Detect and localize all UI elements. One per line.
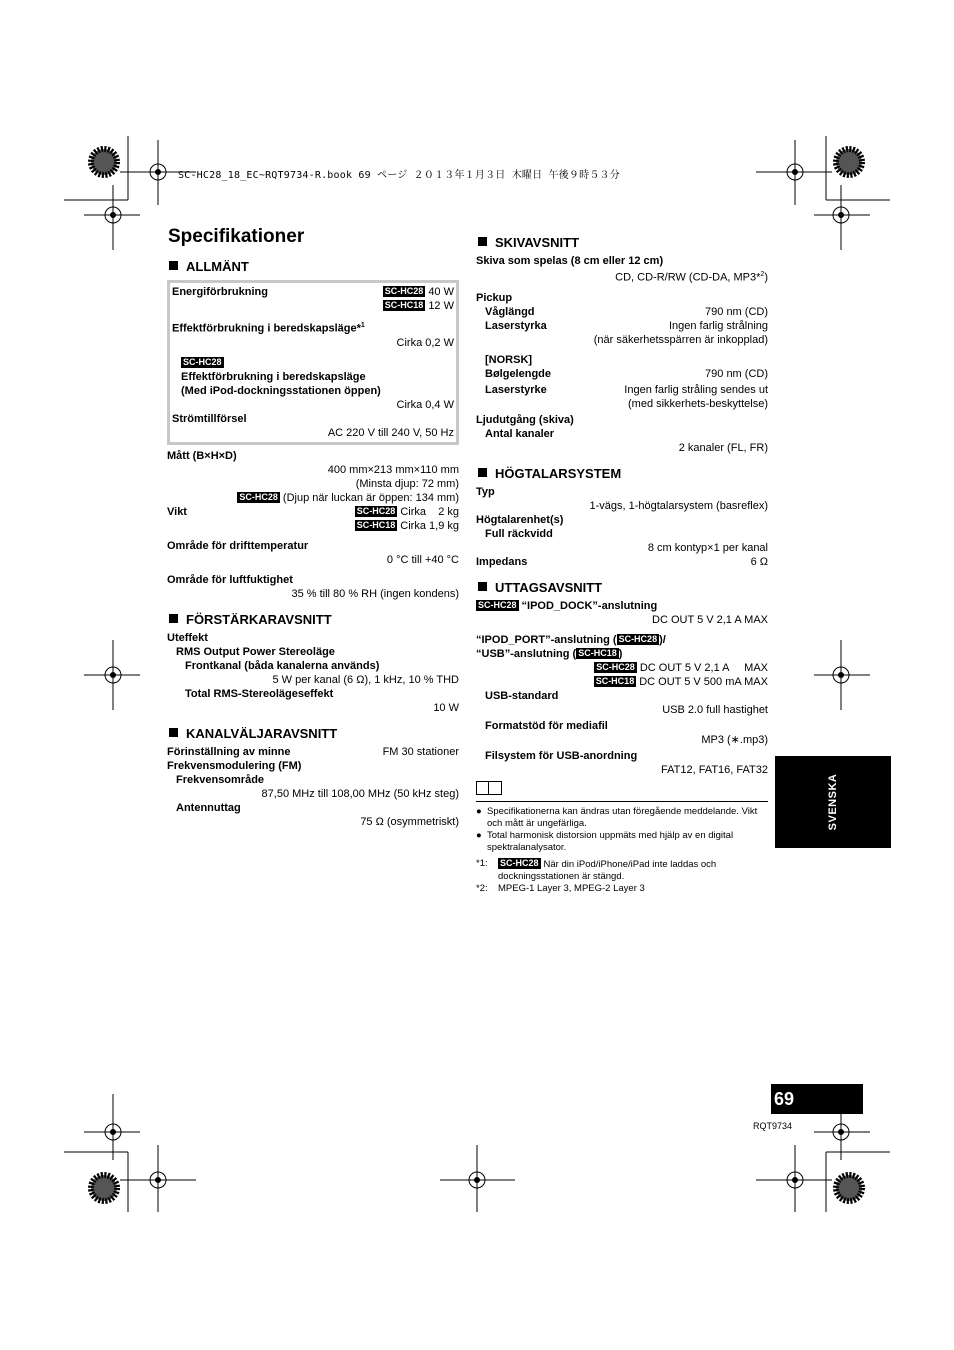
square-bullet-icon: [169, 614, 178, 623]
power-box: Energiförbrukning SC-HC28 40 W SC-HC18 12 W Effektförbrukning i beredskapsläge*$^1$ Cirka 0,2 W SC-HC28 Effektförbrukning i beredskapsläge (Med iPod-dockningsstationen öppen) Cirka 0,4 W Strömtillförsel AC 220 V till 240 V, 50 Hz: [167, 280, 459, 445]
model-badge: SC-HC28: [500, 857, 539, 868]
section-forstarkar: FÖRSTÄRKARAVSNITT: [167, 611, 459, 629]
note-book-icon: [476, 781, 502, 795]
section-kanalvaljar: KANALVÄLJARAVSNITT: [167, 725, 459, 743]
square-bullet-icon: [478, 237, 487, 246]
model-badge: SC-HC28: [384, 286, 424, 296]
model-badge: SC-HC28: [239, 491, 278, 502]
model-badge: SC-HC28: [356, 505, 396, 516]
right-column: SKIVAVSNITT Skiva som spelas (8 cm eller 12 cm) CD, CD-R/RW (CD-DA, MP3*$^2$) Pickup Våglängd 790 nm (CD) Laserstyrka Ingen farlig strålning (när säkerhetsspärren är inkopplad) [NORSK] Bølgelengde 790 nm (CD) Laserstyrke Ingen farlig stråling sendes ut (med sikkerhets-beskyttelse) Ljudutgång (skiva) Antal kanaler 2 kanaler (FL, FR) HÖGTALARSYSTEM Typ 1-vägs, 1-högtalarsystem (basreflex) Högtalarenhet(s) Full räckvidd 8 cm kontyp×1 per kanal Impedans 6 Ω UTTAGSAVSNITT SC-HC28 “IPOD_DOCK”-anslutning DC OUT 5 V 2,1 A MAX “IPOD_PORT”-anslutning ( SC-HC28 )/ “USB”-anslutning ( SC-HC18 ) SC-HC28 DC OUT 5 V 2,1 A MAX SC-HC18 DC OUT 5 V 500 mA MAX USB-standard USB 2.0 full hastighet Formatstöd för mediafil MP3 (∗.mp3) Filsystem för USB-anordning FAT12, FAT16, FAT32 ● Specifikationerna kan ändras utan föregående meddelande. Vikt och mått är ungefärliga. ● Total harmonisk distorsion uppmäts med hjälp av en digital spektralanalysator. *1: SC-HC28 När din iPod/iPhone/iPad inte laddas och dockningsstationen är stängd. *2: MPEG-1 Layer 3, MPEG-2 Layer 3: [476, 235, 768, 894]
footnote-1: *1: SC-HC28 När din iPod/iPhone/iPad inte laddas och dockningsstationen är stängd.: [476, 857, 717, 882]
model-badge: SC-HC28: [478, 599, 517, 610]
language-tab: SVENSKA: [775, 756, 891, 848]
section-allmant: ALLMÄNT: [167, 258, 459, 276]
spec-row: Energiförbrukning SC-HC28 40 W SC-HC18 12 W: [172, 286, 454, 312]
model-badge: SC-HC28: [183, 356, 222, 367]
square-bullet-icon: [478, 582, 487, 591]
model-badge: SC-HC18: [578, 647, 617, 658]
print-header: SC-HC28_18_EC~RQT9734-R.book 69 ページ ２０１３年１月３日 木曜日 午後９時５３分: [178, 170, 620, 181]
left-column: ALLMÄNT Energiförbrukning SC-HC28 40 W SC-HC18 12 W Effektförbrukning i beredskapsläge*$^1$ Cirka 0,2 W SC-HC28 Effektförbrukning i beredskapsläge (Med iPod-dockningsstationen öppen) Cirka 0,4 W Strömtillförsel AC 220 V till 240 V, 50 Hz Mått (B×H×D) 400 mm×213 mm×110 mm (Minsta djup: 72 mm) SC-HC28 (Djup när luckan är öppen: 134 mm) Vikt SC-HC28 Cirka 2 kg SC-HC18 Cirka 1,9 kg Område för drifttemperatur 0 °C till +40 °C Område för luftfuktighet 35 % till 80 % RH (ingen kondens) FÖRSTÄRKARAVSNITT Uteffekt RMS Output Power Stereoläge Frontkanal (båda kanalerna används) 5 W per kanal (6 Ω), 1 kHz, 10 % THD Total RMS-Stereolägeseffekt 10 W KANALVÄLJARAVSNITT Förinställning av minne FM 30 stationer Frekvensmodulering (FM) Frekvensområde 87,50 MHz till 108,00 MHz (50 kHz steg) Antennuttag 75 Ω (osymmetriskt): [167, 259, 459, 828]
section-skiva: SKIVAVSNITT: [476, 234, 768, 252]
square-bullet-icon: [169, 728, 178, 737]
model-badge: SC-HC28: [596, 661, 635, 672]
section-hogtalar: HÖGTALARSYSTEM: [476, 465, 768, 483]
bullet-icon: ●: [476, 805, 482, 817]
square-bullet-icon: [169, 261, 178, 270]
footnote-2: *2: MPEG-1 Layer 3, MPEG-2 Layer 3: [476, 882, 645, 894]
section-uttag: UTTAGSAVSNITT: [476, 579, 768, 597]
doc-code: RQT9734: [753, 1121, 793, 1131]
bullet-icon: ●: [476, 829, 482, 841]
model-badge: SC-HC18: [356, 519, 396, 530]
list-item: ● Total harmonisk distorsion uppmäts med hjälp av en digital spektralanalysator.: [476, 829, 734, 853]
page-number: 69: [771, 1084, 863, 1114]
model-badge: SC-HC28: [618, 633, 658, 644]
model-badge: SC-HC18: [384, 300, 424, 310]
notes: [476, 806, 768, 895]
square-bullet-icon: [478, 468, 487, 477]
list-item: ● Specifikationerna kan ändras utan föregående meddelande. Vikt och mått är ungefärliga.: [476, 805, 758, 829]
page-title: Specifikationer: [168, 226, 305, 247]
model-badge: SC-HC18: [595, 675, 635, 686]
